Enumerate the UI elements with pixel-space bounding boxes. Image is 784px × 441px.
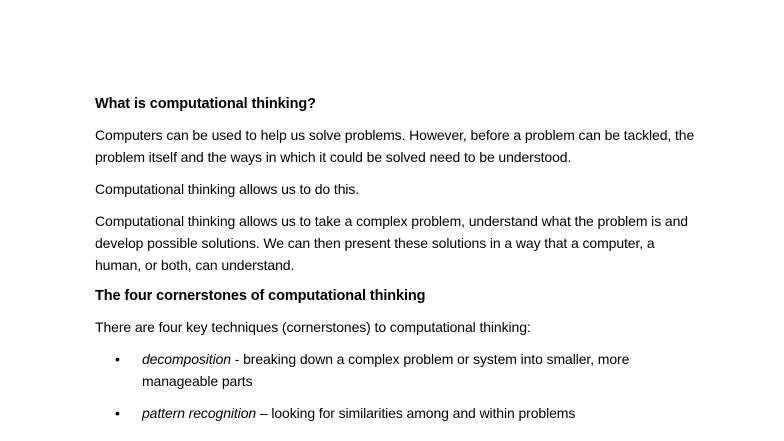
term-pattern-recognition: pattern recognition bbox=[142, 405, 257, 421]
bullet-icon: • bbox=[115, 351, 120, 367]
document-page bbox=[95, 94, 695, 434]
definition-decomposition: - breaking down a complex problem or system into smaller, more manageable parts bbox=[142, 351, 630, 389]
definition-pattern-recognition: – looking for similarities among and within problems bbox=[256, 405, 576, 421]
bullet-icon: • bbox=[115, 405, 120, 421]
list-item-pattern-recognition bbox=[95, 402, 695, 424]
section-heading-cornerstones: The four cornerstones of computational thinking bbox=[95, 288, 426, 304]
cornerstones-list bbox=[95, 348, 695, 424]
paragraph-techniques: There are four key techniques (cornerstones) to computational thinking: bbox=[95, 319, 531, 335]
section-heading-what-is: What is computational thinking? bbox=[95, 96, 316, 112]
paragraph-intro: Computers can be used to help us solve problems. However, before a problem can be tackled, the problem itself and the ways in which it could be solved need to be understood. bbox=[95, 127, 695, 165]
paragraph-allows: Computational thinking allows us to do this. bbox=[95, 181, 360, 197]
term-decomposition: decomposition bbox=[142, 351, 231, 367]
list-item-decomposition bbox=[95, 348, 695, 392]
paragraph-complex-problem: Computational thinking allows us to take a complex problem, understand what the problem is and develop possible solutions. We can then present these solutions in a way that a computer, a human, or both, can understand. bbox=[95, 213, 688, 273]
